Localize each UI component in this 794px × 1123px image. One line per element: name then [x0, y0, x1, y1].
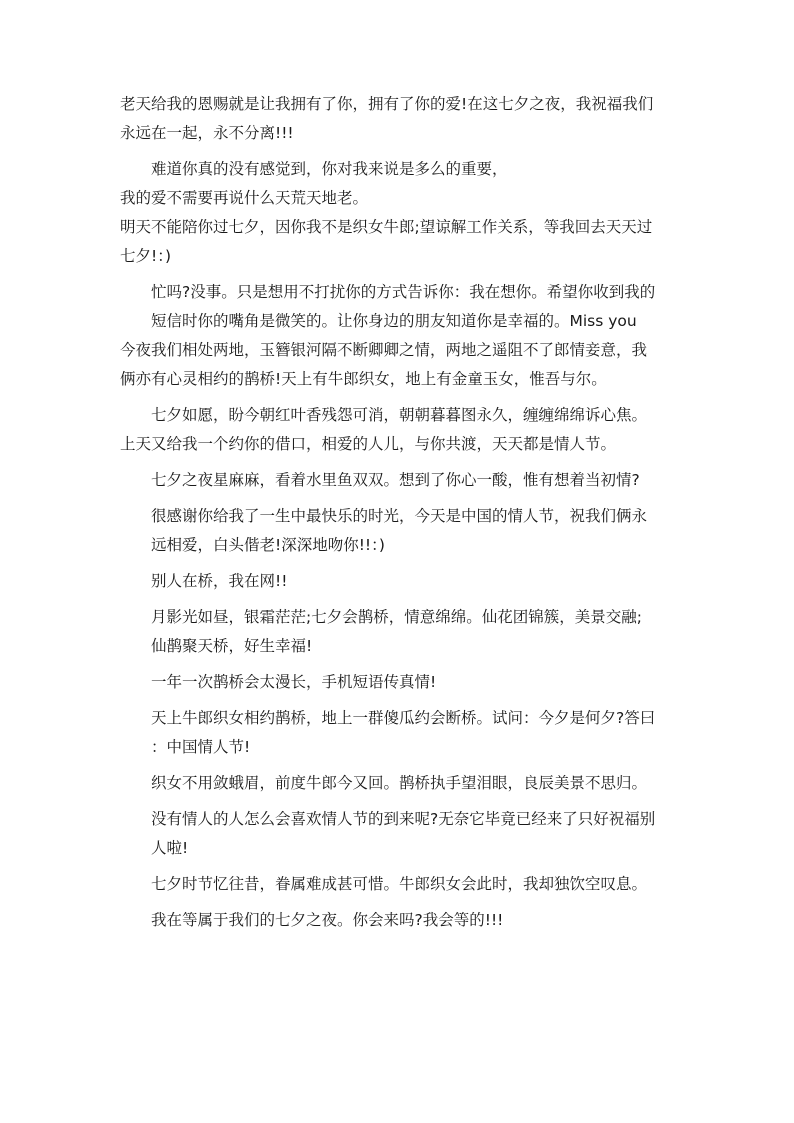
paragraph — [120, 805, 680, 863]
paragraph — [120, 870, 680, 899]
paragraph-line: 月影光如昼，银霜茫茫;七夕会鹊桥，情意绵绵。仙花团锦簇，美景交融; — [151, 608, 642, 626]
paragraph-line: 织女不用敛蛾眉，前度牛郎今又回。鹊桥执手望泪眼，良辰美景不思归。 — [151, 774, 648, 792]
paragraph-line: 我的爱不需要再说什么天荒天地老。 — [120, 189, 369, 207]
paragraph — [120, 603, 680, 661]
paragraph-line: 远相爱，白头偕老!深深地吻你!!：) — [151, 536, 385, 554]
paragraph — [120, 278, 680, 336]
paragraph — [120, 502, 680, 560]
paragraph — [120, 430, 680, 459]
paragraph — [120, 155, 680, 184]
paragraph-line: 一年一次鹊桥会太漫长，手机短语传真情! — [151, 673, 437, 691]
paragraph-line: 今夜我们相处两地，玉簪银河隔不断卿卿之情，两地之遥阻不了郎情妾意，我 — [120, 341, 648, 359]
paragraph — [120, 466, 680, 495]
paragraph-line: ：中国情人节! — [151, 738, 251, 756]
paragraph-line: 人啦! — [151, 839, 189, 857]
paragraph — [120, 906, 680, 935]
paragraph-line: 没有情人的人怎么会喜欢情人节的到来呢?无奈它毕竟已经来了只好祝福别 — [151, 810, 656, 828]
paragraph-line: 仙鹊聚天桥，好生幸福! — [151, 637, 313, 655]
paragraph — [120, 668, 680, 697]
paragraph-line: 上天又给我一个约你的借口，相爱的人儿，与你共渡，天天都是情人节。 — [120, 435, 617, 453]
paragraph — [120, 90, 680, 148]
paragraph-line: 忙吗?没事。只是想用不打扰你的方式告诉你：我在想你。希望你收到我的 — [151, 283, 656, 301]
paragraph-line: 别人在桥，我在网!! — [151, 572, 288, 590]
paragraph — [120, 184, 680, 213]
paragraph-line: 七夕之夜星麻麻，看着水里鱼双双。想到了你心一酸，惟有想着当初情? — [151, 471, 640, 489]
paragraph — [120, 704, 680, 762]
paragraph-line: 我在等属于我们的七夕之夜。你会来吗?我会等的!!! — [151, 911, 504, 929]
paragraph — [120, 336, 680, 394]
document-body — [120, 90, 680, 942]
paragraph-line: 七夕!：) — [120, 247, 172, 265]
paragraph-line: 短信时你的嘴角是微笑的。让你身边的朋友知道你是幸福的。Miss you — [151, 312, 637, 330]
paragraph-line: 七夕时节忆往昔，眷属难成甚可惜。牛郎织女会此时，我却独饮空叹息。 — [151, 875, 648, 893]
paragraph-line: 七夕如愿，盼今朝红叶香残怨可消，朝朝暮暮图永久，缠缠绵绵诉心焦。 — [151, 406, 648, 424]
paragraph-line: 天上牛郎织女相约鹊桥，地上一群傻瓜约会断桥。试问：今夕是何夕?答曰 — [151, 709, 656, 727]
paragraph-line: 永远在一起，永不分离!!! — [120, 124, 294, 142]
paragraph-line: 明天不能陪你过七夕，因你我不是织女牛郎;望谅解工作关系，等我回去天天过 — [120, 218, 653, 236]
paragraph-line: 很感谢你给我了一生中最快乐的时光，今天是中国的情人节，祝我们俩永 — [151, 507, 648, 525]
paragraph-line: 难道你真的没有感觉到，你对我来说是多么的重要， — [151, 160, 508, 178]
paragraph — [120, 213, 680, 271]
paragraph — [120, 567, 680, 596]
paragraph — [120, 401, 680, 430]
paragraph-line: 老天给我的恩赐就是让我拥有了你，拥有了你的爱!在这七夕之夜，我祝福我们 — [120, 95, 654, 113]
paragraph-line: 俩亦有心灵相约的鹊桥!天上有牛郎织女，地上有金童玉女，惟吾与尔。 — [120, 370, 607, 388]
paragraph — [120, 769, 680, 798]
